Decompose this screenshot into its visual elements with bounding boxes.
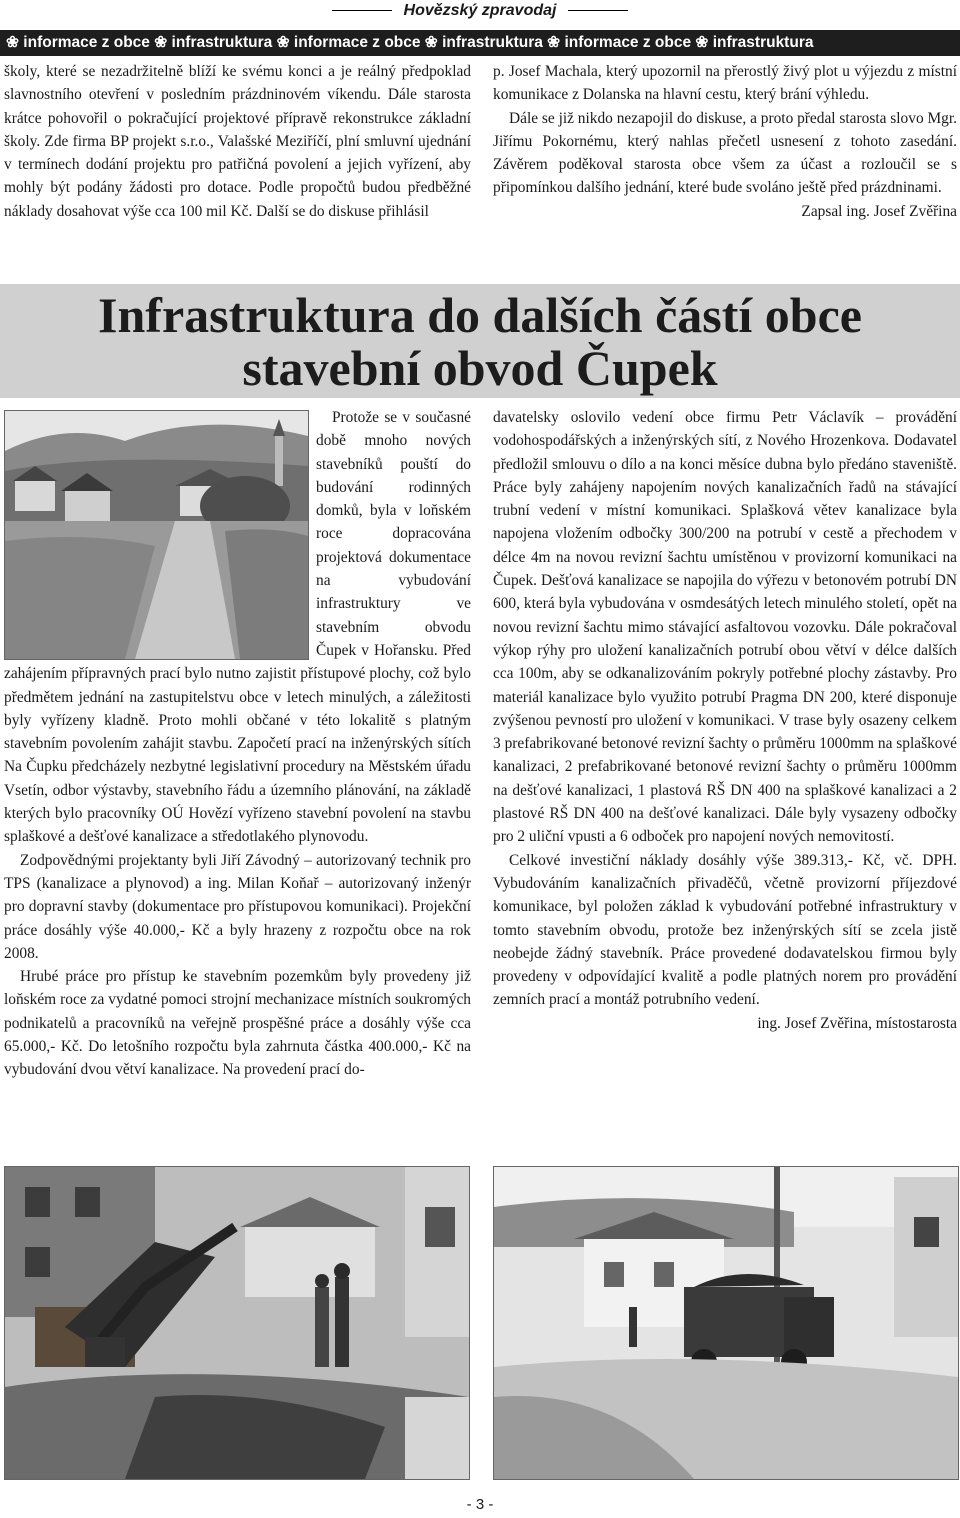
- truck-photo: [493, 1166, 959, 1480]
- article-left-paragraph-2: Zodpovědnými projektanty byli Jiří Závodný – autorizovaný technik pro TPS (kanalizace a plynovod) a ing. Milan Koňař – autorizovaný inženýr pro dopravní stavby (dokumentace pro přístupovou komunikaci). Projekční práce dosáhly výše 40.000,- Kč a byly hrazeny z rozpočtu obce na rok 2008.: [4, 851, 471, 962]
- top-right-paragraph-1: p. Josef Machala, který upozornil na přerostlý živý plot u výjezdu z místní komunikace z Dolanska na hlavní cestu, který brání výhledu.: [493, 63, 957, 104]
- article-left-paragraph-1: Protože se v současné době mnoho nových stavebníků pouští do budování rodinných domků, byla v loňském roce dopracována projektová dokumentace na vybudování infrastruktury ve stavebním obvodu Čupek v Hořansku. Před zahájením přípravných prací bylo nutno zajistit přístupové plochy, což bylo předmětem jednání na zastupitelstvu obce v letech minulých, a záležitosti byly vyřízeny kladně. Proto mohli občané v této lokalitě s platným stavebním povolením zahájit stavbu. Započetí prací na inženýrských sítích Na Čupku předcházely nezbytné legislativní procedury na Městském úřadu Vsetín, odbor výstavby, stavebního řádu a územního plánování, na základě kterých bylo pracovníky OÚ Hovězí vyřízeno stavební povolení na stavbu splaškové a dešťové kanalizace a středotlakého plynovodu.: [4, 409, 471, 846]
- top-left-text: školy, které se nezadržitelně blíží ke svému konci a je reálný předpoklad slavnostního otevření v posledním prázdninovém víkendu. Dále starosta krátce pohovořil o pokračující projektové přípravě rekonstrukce základní školy. Zde firma BP projekt s.r.o., Valašské Meziříčí, plní smluvní ujednání v termínech dodání projektu pro patřičná povolení a jejich vyřízení, aby mohly být podány žádosti pro dotace. Podle propočtů budou předběžné náklady dosahovat výše cca 100 mil Kč. Další se do diskuse přihlásil: [4, 63, 471, 220]
- headline-line-2: stavební obvod Čupek: [242, 340, 718, 396]
- top-right-paragraph-2: Dále se již nikdo nezapojil do diskuse, a proto předal starosta slovo Mgr. Jiřímu Pokornému, který nahlas přečetl usnesení z tohoto zasedání. Závěrem poděkoval starosta obce všem za účast a rozloučil se s připomínkou dalšího jednání, které bude svoláno ještě před prázdninami.: [493, 109, 957, 197]
- section-bar: [0, 30, 960, 56]
- article-right-signature: ing. Josef Zvěřina, místostarosta: [757, 1014, 957, 1032]
- excavation-photo: [4, 1166, 470, 1480]
- photo-float-spacer: [4, 406, 316, 658]
- article-right-column: [493, 406, 957, 1035]
- headline-line-1: Infrastruktura do dalších částí obce: [98, 287, 862, 343]
- article-left-paragraph-3: Hrubé práce pro přístup ke stavebním pozemkům byly provedeny již loňském roce za vydatné pomoci strojní mechanizace místních soukromých podnikatelů a pracovníků na veřejně prospěšné práce a dosáhly výše cca 65.000,- Kč. Do letošního rozpočtu byla zahrnuta částka 400.000,- Kč na vybudování dvou větví kanalizace. Na provedení prací do-: [4, 968, 471, 1079]
- masthead-rule-left: [332, 10, 392, 11]
- article-right-paragraph-2: Celkové investiční náklady dosáhly výše 389.313,- Kč, vč. DPH. Vybudováním kanalizačních přivaděčů, včetně provizorní příjezdové komunikace, byl položen základ k vybudování potřebné infrastruktury v tomto stavebním obvodu, protože bez inženýrských sítí se zcela jistě neobejde žádný stavebník. Práce provedené dodavatelskou firmou byly provedeny v odpovídající kvalitě a podle platných norem pro provádění zemních prací a montáž potrubního vedení.: [493, 851, 957, 1009]
- article-right-paragraph-1: davatelsky oslovilo vedení obce firmu Petr Václavík – provádění vodohospodářských a inženýrských sítí, z Nového Hrozenkova. Dodavatel předložil smlouvu o dílo a na konci měsíce dubna bylo předáno staveniště. Práce byly zahájeny napojením nových kanalizačních řadů na stávající trubní vedení v místní komunikaci. Splašková větev kanalizace byla napojena vložením odbočky 300/200 na potrubí v cestě a přechodem v délce 4m na novou revizní šachtu umístěnou v provizorní komunikaci na Čupek. Dešťová kanalizace se napojila do výřezu v betonovém potrubí DN 600, která byla vybudována v osmdesátých letech minulého století, opět na novou revizní šachtu mimo stávající asfaltovou vozovku. Dále pokračoval výkop rýhy pro uložení kanalizačních potrubí obou větví v délce dalších cca 100m, aby se odkanalizováním pokryly potřebné plochy zástavby. Pro materiál kanalizace bylo využito potrubí Pragma DN 200, které disponuje zvýšenou pevností pro uložení v komunikaci. V trase byly osazeny celkem 3 prefabrikované betonové revizní šachty o průměru 1000mm na splaškové kanalizaci, 2 prefabrikované betonové revizní šachty o průměru 1000mm na dešťové kanalizaci, 1 plastová RŠ DN 400 na splaškové kanalizaci a 2 plastové RŠ DN 400 na dešťové kanalizaci. Dále byly vysazeny odbočky pro 2 uliční vpusti a 6 odboček pro napojení nových nemovitostí.: [493, 409, 957, 846]
- masthead-title: Hovězský zpravodaj: [403, 2, 557, 19]
- top-left-column: [4, 60, 471, 223]
- top-right-column: [493, 60, 957, 223]
- article-headline: [0, 284, 960, 398]
- article-left-column: [4, 406, 471, 1082]
- section-bar-text: ❀ informace z obce ❀ infrastruktura ❀ informace z obce ❀ infrastruktura ❀ informace z obce ❀ infrastruktura: [6, 34, 814, 51]
- masthead: [0, 0, 960, 26]
- top-right-signature: Zapsal ing. Josef Zvěřina: [801, 202, 957, 220]
- masthead-rule-right: [568, 10, 628, 11]
- page-number: - 3 -: [466, 1496, 494, 1513]
